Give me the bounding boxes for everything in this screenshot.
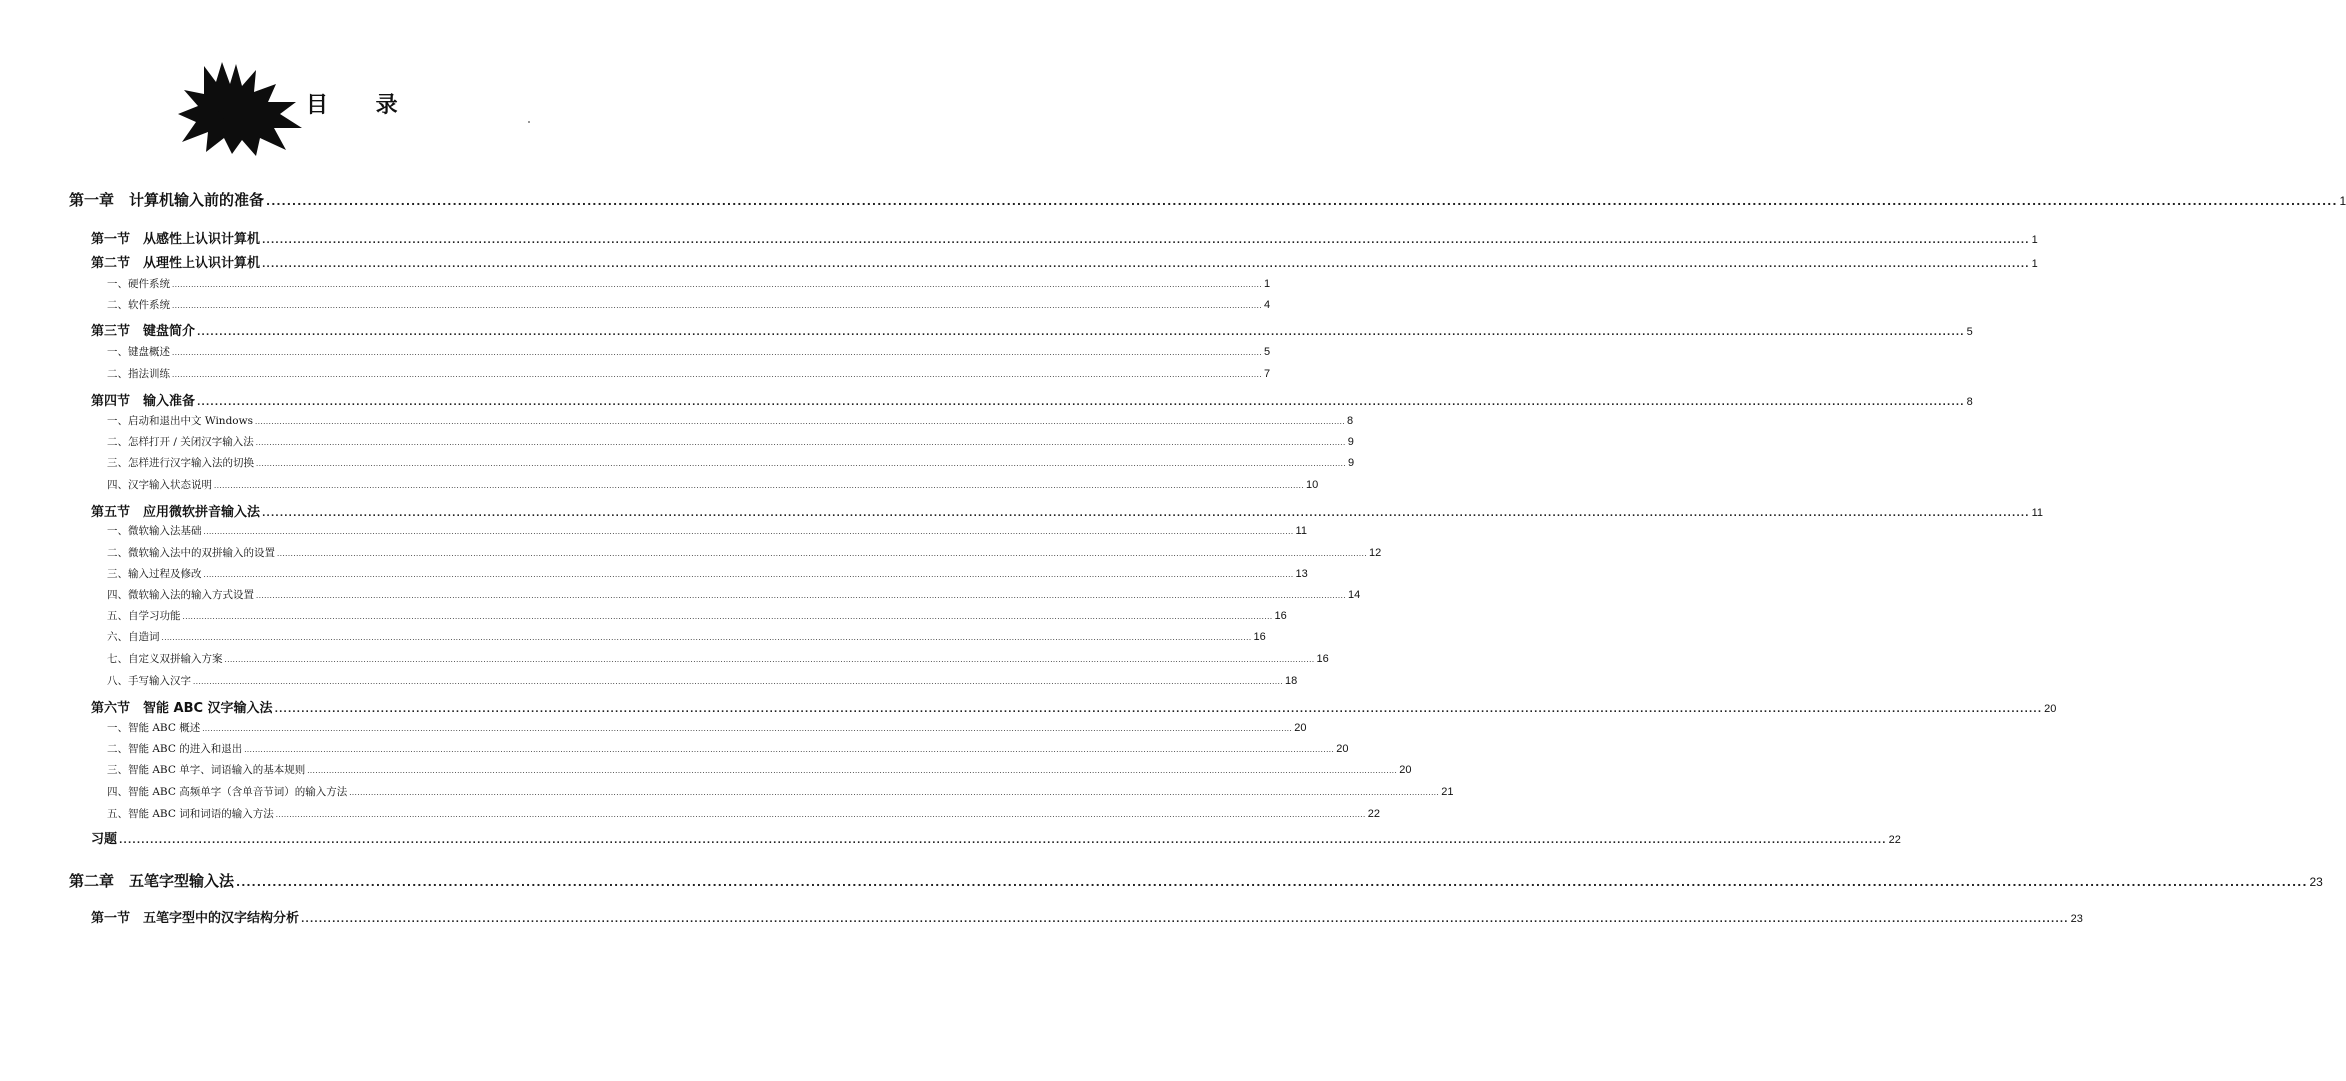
toc-entry-exercise	[91, 828, 1901, 847]
toc-page-number: 20	[1294, 722, 1307, 734]
dot-leader: ................................................................................................................................................................................................................................................................................................................................................................................................................	[262, 509, 2030, 519]
toc-entry-sub	[107, 413, 1354, 428]
toc-entry-label: 三、输入过程及修改	[107, 568, 202, 580]
dot-leader: ................................................................................................................................................................................................................................................................................................................................................................................................................	[172, 281, 1263, 289]
toc-entry-sub	[107, 762, 1412, 777]
toc-page-number: 11	[1295, 525, 1307, 537]
toc-page-number: 13	[1295, 568, 1308, 580]
toc-entry-sub	[107, 784, 1454, 799]
toc-page-number: 5	[1966, 326, 1973, 338]
toc-entry-section	[91, 907, 2083, 926]
toc-entry-sub	[107, 720, 1307, 735]
toc-entry-label: 四、汉字输入状态说明	[107, 479, 212, 491]
toc-entry-label: 三、怎样进行汉字输入法的切换	[107, 457, 254, 469]
dot-leader: ................................................................................................................................................................................................................................................................................................................................................................................................................	[197, 398, 1965, 408]
toc-entry-label: 七、自定义双拼输入方案	[107, 653, 223, 665]
dot-leader: ................................................................................................................................................................................................................................................................................................................................................................................................................	[193, 678, 1284, 686]
toc-entry-label: 习题	[91, 832, 118, 847]
toc-entry-label: 八、手写输入汉字	[107, 675, 191, 687]
dot-leader: ................................................................................................................................................................................................................................................................................................................................................................................................................	[203, 571, 1294, 579]
dot-leader: ................................................................................................................................................................................................................................................................................................................................................................................................................	[277, 550, 1368, 558]
dot-leader: ................................................................................................................................................................................................................................................................................................................................................................................................................	[274, 705, 2043, 715]
toc-entry-section	[91, 501, 2044, 520]
toc-entry-label: 第六节 智能 ABC 汉字输入法	[91, 701, 273, 716]
toc-page-number: 23	[2070, 913, 2083, 925]
toc-page-number: 1	[2339, 194, 2346, 208]
toc-entry-chapter	[69, 189, 2346, 210]
dot-leader: ................................................................................................................................................................................................................................................................................................................................................................................................................	[275, 811, 1366, 819]
dot-leader: ................................................................................................................................................................................................................................................................................................................................................................................................................	[197, 328, 1965, 338]
dot-leader: ................................................................................................................................................................................................................................................................................................................................................................................................................	[172, 302, 1263, 310]
toc-entry-label: 四、微软输入法的输入方式设置	[107, 589, 254, 601]
toc-entry-label: 二、软件系统	[107, 299, 170, 311]
toc-page-number: 1	[2031, 234, 2038, 246]
contents-header	[176, 58, 436, 158]
toc-page-number: 1	[1264, 278, 1271, 290]
toc-entry-label: 一、硬件系统	[107, 278, 170, 290]
toc-entry-label: 第四节 输入准备	[91, 394, 196, 409]
toc-entry-section	[91, 252, 2038, 271]
dot-leader: ................................................................................................................................................................................................................................................................................................................................................................................................................	[202, 725, 1293, 733]
toc-entry-section	[91, 390, 1973, 409]
dot-leader: ................................................................................................................................................................................................................................................................................................................................................................................................................	[262, 260, 2030, 270]
toc-page-number: 14	[1348, 589, 1361, 601]
toc-entry-label: 三、智能 ABC 单字、词语输入的基本规则	[107, 764, 306, 776]
toc-page-number: 7	[1264, 368, 1271, 380]
toc-entry-label: 二、微软输入法中的双拼输入的设置	[107, 547, 275, 559]
toc-entry-sub	[107, 587, 1361, 602]
toc-entry-label: 六、自造词	[107, 631, 160, 643]
toc-entry-label: 第一章 计算机输入前的准备	[69, 191, 265, 209]
toc-entry-label: 一、智能 ABC 概述	[107, 722, 201, 734]
toc-page-number: 5	[1264, 346, 1271, 358]
toc-entry-label: 一、微软输入法基础	[107, 525, 202, 537]
dot-leader: ................................................................................................................................................................................................................................................................................................................................................................................................................	[301, 915, 2069, 925]
toc-entry-sub	[107, 545, 1382, 560]
toc-entry-sub	[107, 297, 1271, 312]
toc-entry-label: 第五节 应用微软拼音输入法	[91, 505, 261, 520]
toc-page-number: 23	[2309, 875, 2323, 889]
toc-entry-label: 四、智能 ABC 高频单字（含单音节词）的输入方法	[107, 786, 348, 798]
toc-entry-section	[91, 320, 1973, 339]
dot-leader: ................................................................................................................................................................................................................................................................................................................................................................................................................	[266, 195, 2338, 208]
toc-page-number: 1	[2031, 258, 2038, 270]
toc-entry-sub	[107, 434, 1354, 449]
dot-leader: ................................................................................................................................................................................................................................................................................................................................................................................................................	[262, 236, 2030, 246]
dot-leader: ................................................................................................................................................................................................................................................................................................................................................................................................................	[236, 876, 2308, 889]
toc-page-number: 8	[1347, 415, 1354, 427]
toc-page-number: 16	[1274, 610, 1287, 622]
dot-leader: ................................................................................................................................................................................................................................................................................................................................................................................................................	[307, 767, 1398, 775]
toc-entry-sub	[107, 276, 1271, 291]
toc-entry-label: 第二节 从理性上认识计算机	[91, 256, 261, 271]
scan-speck	[528, 121, 530, 123]
toc-entry-label: 第一节 从感性上认识计算机	[91, 232, 261, 247]
toc-entry-label: 第二章 五笔字型输入法	[69, 872, 235, 890]
toc-entry-label: 二、指法训练	[107, 368, 170, 380]
toc-page-number: 16	[1316, 653, 1329, 665]
toc-entry-sub	[107, 741, 1349, 756]
toc-page-number: 22	[1367, 808, 1380, 820]
dot-leader: ................................................................................................................................................................................................................................................................................................................................................................................................................	[119, 836, 1887, 846]
contents-title: 目 录	[306, 93, 418, 118]
toc-entry-sub	[107, 455, 1355, 470]
toc-page-number: 9	[1348, 457, 1355, 469]
toc-entry-sub	[107, 566, 1308, 581]
toc-page-number: 18	[1285, 675, 1298, 687]
dot-leader: ................................................................................................................................................................................................................................................................................................................................................................................................................	[255, 439, 1346, 447]
toc-entry-label: 二、怎样打开 / 关闭汉字输入法	[107, 436, 254, 448]
toc-entry-sub	[107, 344, 1271, 359]
toc-page-number: 20	[1336, 743, 1349, 755]
toc-page-number: 11	[2031, 507, 2044, 519]
toc-entry-label: 五、自学习功能	[107, 610, 181, 622]
toc-page-number: 12	[1369, 547, 1382, 559]
dot-leader: ................................................................................................................................................................................................................................................................................................................................................................................................................	[256, 460, 1347, 468]
toc-page-number: 10	[1306, 479, 1319, 491]
dot-leader: ................................................................................................................................................................................................................................................................................................................................................................................................................	[256, 592, 1347, 600]
toc-page-number: 8	[1966, 396, 1973, 408]
dot-leader: ................................................................................................................................................................................................................................................................................................................................................................................................................	[182, 613, 1273, 621]
dot-leader: ................................................................................................................................................................................................................................................................................................................................................................................................................	[203, 528, 1294, 536]
toc-entry-label: 第三节 键盘简介	[91, 324, 196, 339]
toc-entry-sub	[107, 651, 1329, 666]
toc-entry-chapter	[69, 870, 2323, 891]
toc-page-number: 20	[2044, 703, 2057, 715]
toc-entry-sub	[107, 806, 1380, 821]
toc-entry-sub	[107, 523, 1307, 538]
ink-splash-ornament	[176, 58, 306, 158]
toc-entry-label: 五、智能 ABC 词和词语的输入方法	[107, 808, 274, 820]
dot-leader: ................................................................................................................................................................................................................................................................................................................................................................................................................	[224, 656, 1315, 664]
toc-page-number: 21	[1441, 786, 1454, 798]
dot-leader: ................................................................................................................................................................................................................................................................................................................................................................................................................	[172, 371, 1263, 379]
toc-entry-sub	[107, 366, 1271, 381]
dot-leader: ................................................................................................................................................................................................................................................................................................................................................................................................................	[214, 482, 1305, 490]
toc-entry-sub	[107, 477, 1319, 492]
toc-entry-sub	[107, 673, 1298, 688]
dot-leader: ................................................................................................................................................................................................................................................................................................................................................................................................................	[161, 634, 1252, 642]
toc-page-number: 4	[1264, 299, 1271, 311]
dot-leader: ................................................................................................................................................................................................................................................................................................................................................................................................................	[244, 746, 1335, 754]
dot-leader: ................................................................................................................................................................................................................................................................................................................................................................................................................	[255, 418, 1346, 426]
toc-page-number: 9	[1347, 436, 1354, 448]
toc-page-number: 16	[1253, 631, 1266, 643]
dot-leader: ................................................................................................................................................................................................................................................................................................................................................................................................................	[349, 789, 1440, 797]
toc-entry-section	[91, 228, 2038, 247]
toc-page-number: 22	[1888, 834, 1901, 846]
toc-entry-sub	[107, 629, 1266, 644]
toc-page-number: 20	[1399, 764, 1412, 776]
dot-leader: ................................................................................................................................................................................................................................................................................................................................................................................................................	[172, 349, 1263, 357]
toc-entry-label: 二、智能 ABC 的进入和退出	[107, 743, 243, 755]
toc-entry-label: 一、键盘概述	[107, 346, 170, 358]
toc-entry-section	[91, 697, 2057, 716]
toc-entry-label: 第一节 五笔字型中的汉字结构分析	[91, 911, 300, 926]
toc-entry-sub	[107, 608, 1287, 623]
toc-entry-label: 一、启动和退出中文 Windows	[107, 415, 253, 427]
